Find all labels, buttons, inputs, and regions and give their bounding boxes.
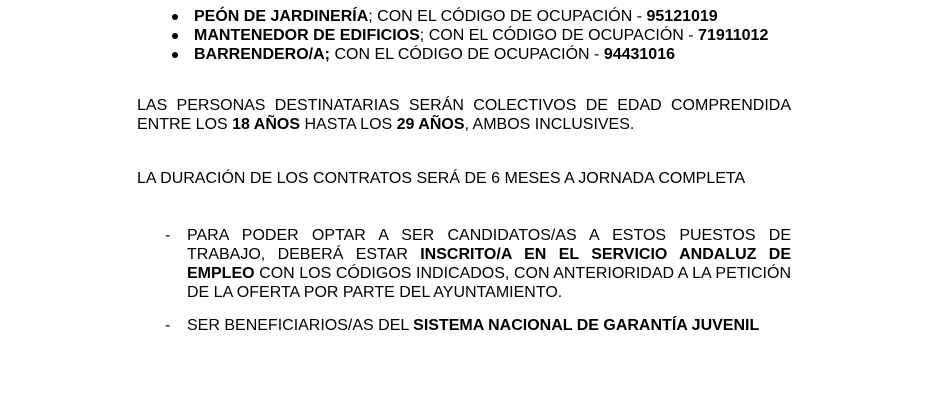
requirements-list	[165, 226, 791, 335]
occupation-name: BARRENDERO/A;	[194, 46, 330, 63]
text-run: LAS PERSONAS DESTINATARIAS SERÁN COLECTIVOS DE EDAD COMPRENDIDA ENTRE LOS	[137, 97, 791, 133]
bullet-icon	[172, 26, 194, 45]
occupation-name: PEÓN DE JARDINERÍA	[194, 8, 369, 25]
requirement-highlight: SISTEMA NACIONAL DE GARANTÍA JUVENIL	[413, 317, 760, 334]
list-item-text	[187, 316, 791, 335]
text-run: , AMBOS INCLUSIVES.	[464, 116, 635, 133]
document-content	[137, 0, 791, 335]
list-item-text	[194, 7, 791, 26]
list-item-text	[194, 45, 791, 64]
list-item-text	[187, 226, 791, 302]
occupation-list	[137, 7, 791, 64]
text-run: PARA PODER OPTAR A SER CANDIDATOS/AS A ESTOS PUESTOS DE TRABAJO, DEBERÁ ESTAR	[187, 227, 791, 263]
list-item-text	[194, 26, 791, 45]
bullet-icon	[172, 7, 194, 26]
list-item-occupation	[172, 7, 791, 26]
occupation-name: MANTENEDOR DE EDIFICIOS	[194, 27, 420, 44]
text-run: HASTA LOS	[300, 116, 397, 133]
text-run: ; CON EL CÓDIGO DE OCUPACIÓN -	[419, 27, 699, 44]
paragraph-age-range	[137, 96, 791, 134]
paragraph-contract-duration	[137, 169, 791, 188]
occupation-code: 94431016	[603, 46, 675, 63]
text-run: CON LOS CÓDIGOS INDICADOS, CON ANTERIORIDAD A LA PETICIÓN DE LA OFERTA POR PARTE DEL AYUNTAMIENTO.	[187, 265, 791, 301]
age-max: 29 AÑOS	[396, 116, 465, 133]
dash-marker: -	[165, 227, 171, 244]
list-item-requirement	[165, 226, 791, 302]
text-run: ; CON EL CÓDIGO DE OCUPACIÓN -	[368, 8, 647, 25]
text-run: CON EL CÓDIGO DE OCUPACIÓN -	[330, 46, 604, 63]
occupation-code: 71911012	[698, 27, 769, 44]
occupation-code: 95121019	[646, 8, 718, 25]
bullet-icon	[172, 45, 194, 64]
list-item-occupation	[172, 26, 791, 45]
dash-marker: -	[165, 317, 171, 334]
age-min: 18 AÑOS	[232, 116, 301, 133]
list-item-requirement	[165, 316, 791, 335]
text-run: SER BENEFICIARIOS/AS DEL	[187, 317, 414, 334]
requirement-highlight: INSCRITO/A EN EL SERVICIO ANDALUZ DE EMPLEO	[187, 246, 791, 282]
text-run: LA DURACIÓN DE LOS CONTRATOS SERÁ DE 6 MESES A JORNADA COMPLETA	[137, 170, 746, 187]
list-item-occupation	[172, 45, 791, 64]
